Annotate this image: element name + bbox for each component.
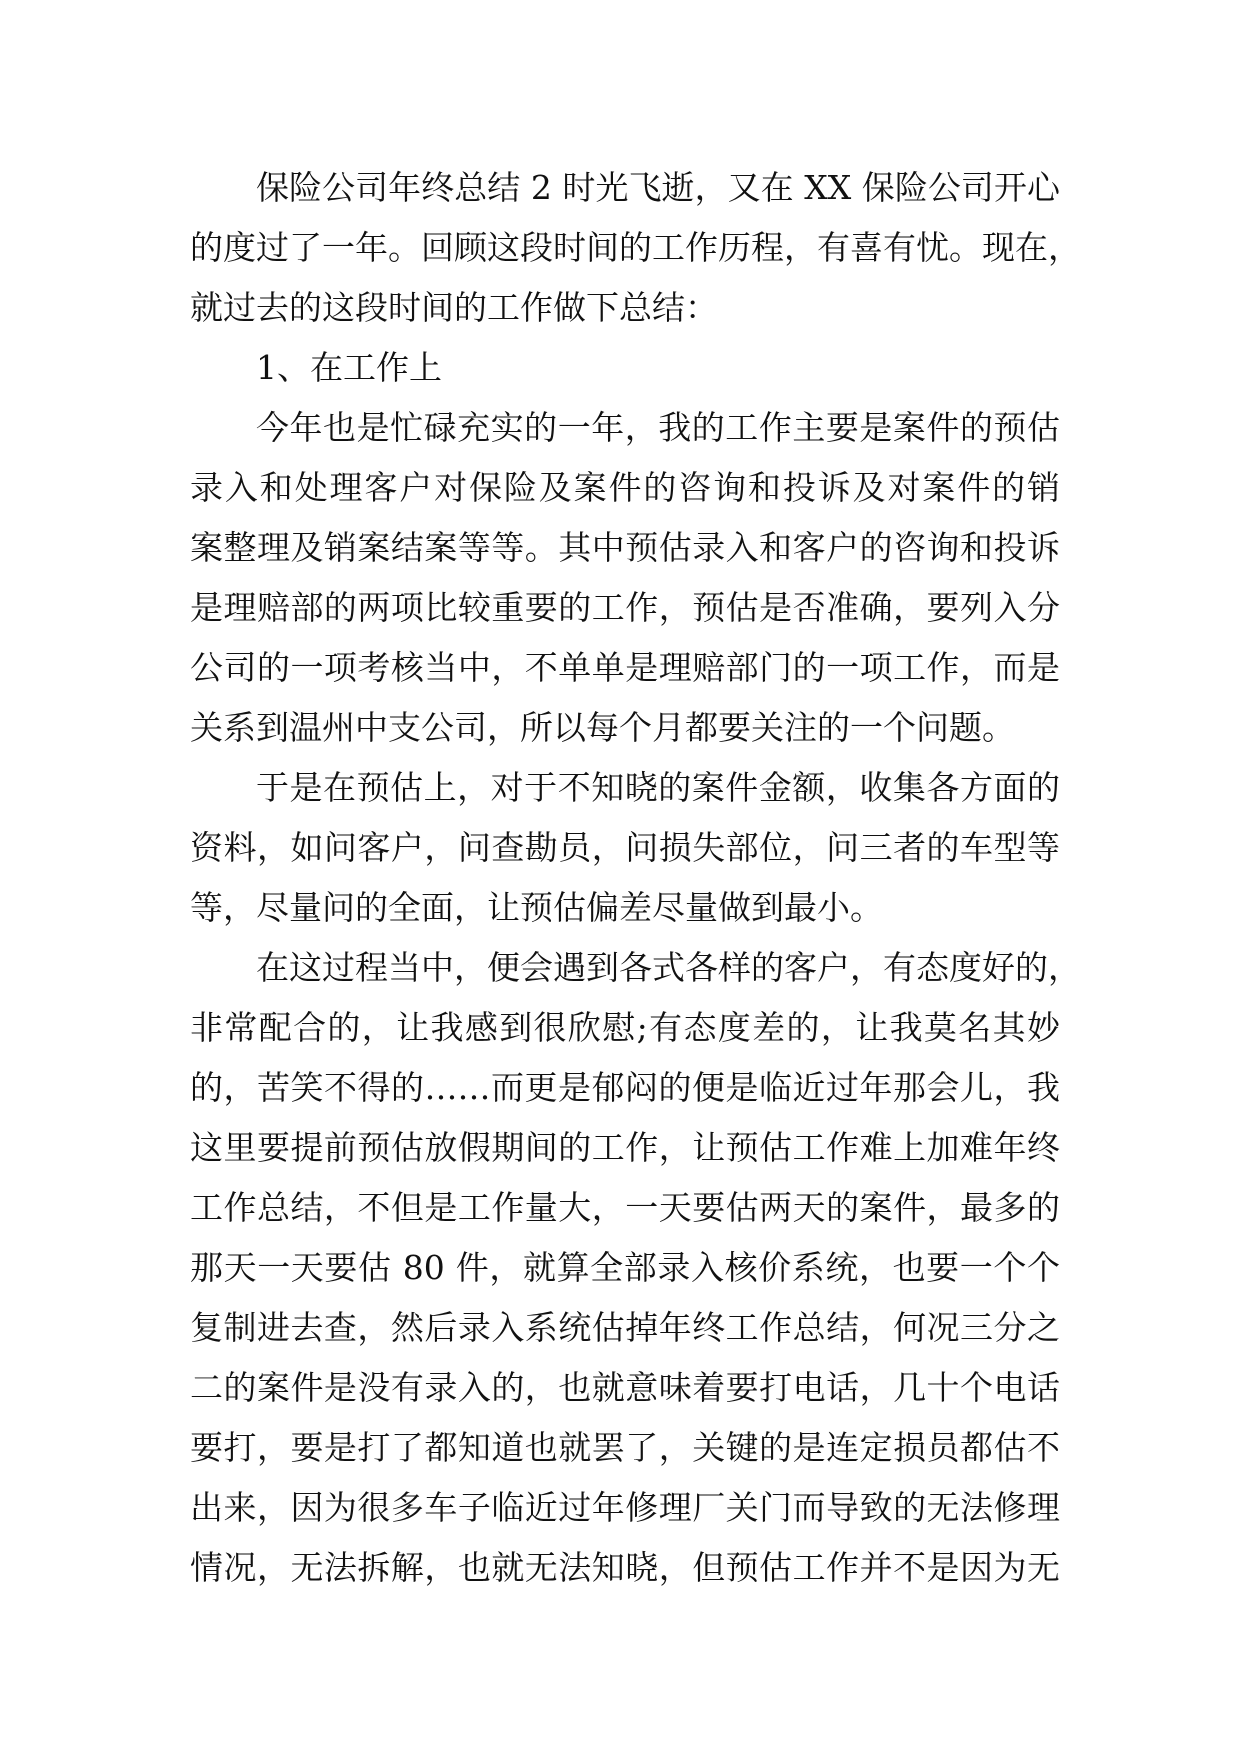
text-line: 情况，无法拆解，也就无法知晓，但预估工作并不是因为无: [190, 1548, 1060, 1587]
paragraph-work-duties: [190, 398, 1060, 758]
paragraph-estimation: [190, 758, 1060, 938]
text-line: 录入和处理客户对保险及案件的咨询和投诉及对案件的销: [190, 468, 1060, 507]
text-line: 复制进去查，然后录入系统估掉年终工作总结，何况三分之: [190, 1308, 1060, 1347]
paragraph-intro: [190, 158, 1081, 338]
text-line: 资料，如问客户，问查勘员，问损失部位，问三者的车型等: [190, 828, 1060, 867]
text-line: 的度过了一年。回顾这段时间的工作历程，有喜有忧。现在，: [190, 228, 1081, 267]
text-line: 等，尽量问的全面，让预估偏差尽量做到最小。: [190, 888, 883, 927]
section-heading: 1、在工作上: [256, 348, 442, 387]
text-line: 出来，因为很多车子临近过年修理厂关门而导致的无法修理: [190, 1488, 1060, 1527]
paragraph-customers: [190, 938, 1081, 1598]
text-line: 的，苦笑不得的……而更是郁闷的便是临近过年那会儿，我: [190, 1068, 1060, 1107]
document-body: [190, 158, 1081, 1598]
text-line: 保险公司年终总结 2 时光飞逝，又在 XX 保险公司开心: [256, 168, 1060, 207]
text-line: 于是在预估上，对于不知晓的案件金额，收集各方面的: [256, 768, 1060, 807]
text-line: 二的案件是没有录入的，也就意味着要打电话，几十个电话: [190, 1368, 1060, 1407]
text-line: 这里要提前预估放假期间的工作，让预估工作难上加难年终: [190, 1128, 1060, 1167]
section-heading-work: [190, 338, 1060, 398]
text-line: 工作总结，不但是工作量大，一天要估两天的案件，最多的: [190, 1188, 1060, 1227]
text-line: 要打，要是打了都知道也就罢了，关键的是连定损员都估不: [190, 1428, 1060, 1467]
text-line: 那天一天要估 80 件，就算全部录入核价系统，也要一个个: [190, 1248, 1060, 1287]
text-line: 关系到温州中支公司，所以每个月都要关注的一个问题。: [190, 708, 1015, 747]
text-line: 在这过程当中，便会遇到各式各样的客户，有态度好的，: [256, 948, 1081, 987]
text-line: 是理赔部的两项比较重要的工作，预估是否准确，要列入分: [190, 588, 1060, 627]
text-line: 案整理及销案结案等等。其中预估录入和客户的咨询和投诉: [190, 528, 1060, 567]
text-line: 公司的一项考核当中，不单单是理赔部门的一项工作，而是: [190, 648, 1060, 687]
text-line: 就过去的这段时间的工作做下总结：: [190, 288, 718, 327]
text-line: 今年也是忙碌充实的一年，我的工作主要是案件的预估: [256, 408, 1060, 447]
text-line: 非常配合的，让我感到很欣慰;有态度差的，让我莫名其妙: [190, 1008, 1060, 1047]
